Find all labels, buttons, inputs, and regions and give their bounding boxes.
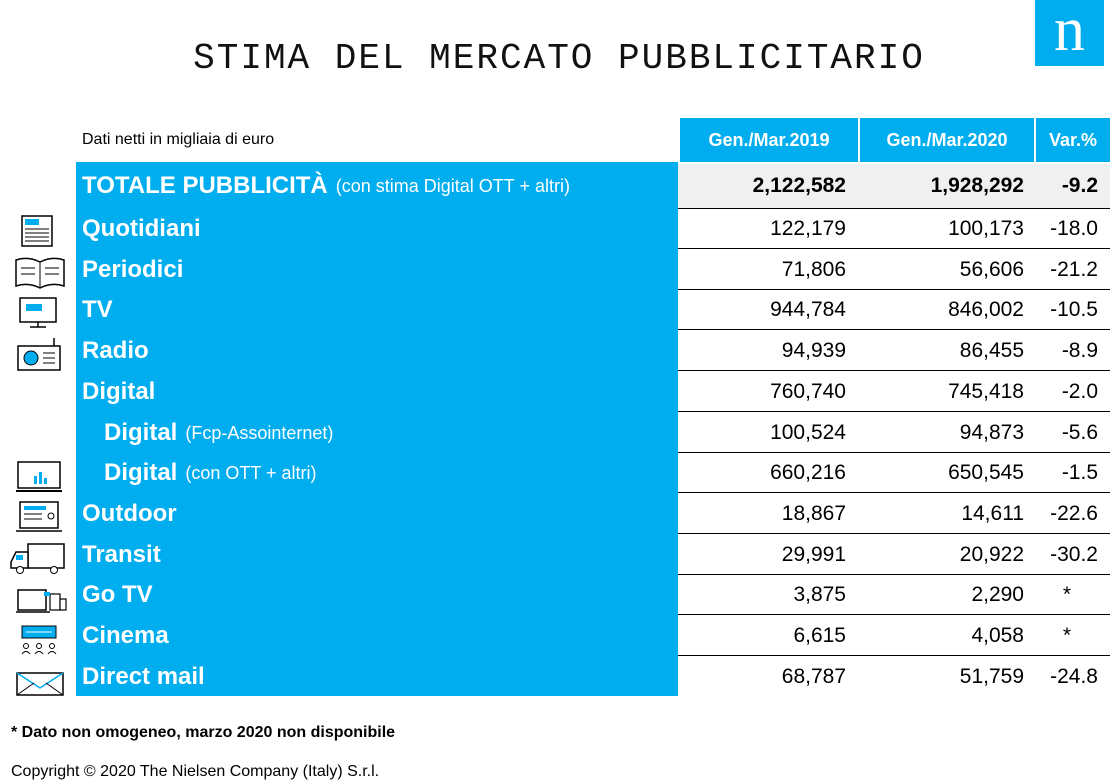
- envelope-icon: [14, 670, 66, 698]
- value-2019: 29,991: [781, 543, 846, 566]
- row-note: (Fcp-Assointernet): [185, 422, 334, 443]
- table-row: [0, 494, 1118, 534]
- total-var: -9.2: [1061, 174, 1098, 197]
- value-var: -5.6: [1061, 421, 1098, 444]
- truck-icon: [8, 540, 66, 576]
- row-label: Periodici: [82, 256, 184, 283]
- tv-icon: [14, 296, 62, 330]
- value-2019: 122,179: [770, 217, 846, 240]
- row-label: Digital: [82, 378, 156, 405]
- total-2020: 1,928,292: [930, 174, 1024, 197]
- table-row: [0, 209, 1118, 249]
- value-var: -1.5: [1061, 461, 1098, 484]
- value-2019: 6,615: [793, 624, 846, 647]
- value-2019: 760,740: [770, 380, 846, 403]
- value-2020: 86,455: [959, 339, 1024, 362]
- row-note: (con OTT + altri): [185, 462, 317, 483]
- row-label: Quotidiani: [82, 215, 201, 242]
- value-2019: 660,216: [770, 461, 846, 484]
- footnote: * Dato non omogeneo, marzo 2020 non disponibile: [11, 724, 396, 741]
- value-var: -22.6: [1050, 502, 1098, 525]
- devices-icon: [14, 582, 68, 616]
- table-row: [0, 372, 1118, 412]
- value-2020: 4,058: [971, 624, 1024, 647]
- value-2020: 2,290: [971, 583, 1024, 606]
- table-row: [0, 575, 1118, 615]
- nielsen-logo: n: [1035, 0, 1104, 66]
- value-var: -24.8: [1050, 665, 1098, 688]
- value-2019: 68,787: [781, 665, 846, 688]
- magazine-icon: [14, 256, 66, 290]
- newspaper-icon: [14, 214, 60, 248]
- row-label: Transit: [82, 541, 161, 568]
- row-label: Cinema: [82, 622, 169, 649]
- monitor-chart-icon: [14, 460, 64, 494]
- value-2020: 650,545: [948, 461, 1024, 484]
- page-title: STIMA DEL MERCATO PUBBLICITARIO: [193, 38, 925, 79]
- header-var: Var.%: [1036, 118, 1110, 162]
- value-2020: 14,611: [961, 502, 1024, 525]
- row-label: TV: [82, 296, 113, 323]
- value-2020: 100,173: [948, 217, 1024, 240]
- copyright: Copyright © 2020 The Nielsen Company (Italy) S.r.l.: [11, 763, 380, 780]
- row-label: Digital: [104, 419, 178, 446]
- table-row: [0, 657, 1118, 697]
- value-2019: 3,875: [793, 583, 846, 606]
- table-row: [0, 413, 1118, 453]
- value-2019: 71,806: [781, 258, 846, 281]
- value-2019: 18,867: [781, 502, 846, 525]
- row-label: Radio: [82, 337, 149, 364]
- header-2020: Gen./Mar.2020: [860, 118, 1034, 162]
- value-2020: 51,759: [959, 665, 1024, 688]
- value-2020: 745,418: [948, 380, 1024, 403]
- value-2019: 94,939: [781, 339, 846, 362]
- value-var: -30.2: [1050, 543, 1098, 566]
- billboard-icon: [14, 500, 64, 534]
- total-2019: 2,122,582: [752, 174, 846, 197]
- table-row: [0, 453, 1118, 493]
- unit-note: Dati netti in migliaia di euro: [82, 131, 275, 148]
- value-var: -2.0: [1061, 380, 1098, 403]
- row-label: Go TV: [82, 581, 153, 608]
- row-label: Digital: [104, 459, 178, 486]
- row-label: Outdoor: [82, 500, 177, 527]
- value-var: -21.2: [1050, 258, 1098, 281]
- value-var: *: [1062, 624, 1072, 647]
- table-row: [0, 535, 1118, 575]
- value-2020: 846,002: [948, 298, 1024, 321]
- value-var: -8.9: [1061, 339, 1098, 362]
- value-2020: 94,873: [959, 421, 1024, 444]
- total-label: TOTALE PUBBLICITÀ: [82, 172, 328, 199]
- row-label: Direct mail: [82, 663, 205, 690]
- total-note: (con stima Digital OTT + altri): [335, 175, 570, 196]
- value-2020: 56,606: [959, 258, 1024, 281]
- header-2019: Gen./Mar.2019: [680, 118, 858, 162]
- value-2019: 100,524: [770, 421, 846, 444]
- total-row: [0, 164, 1118, 208]
- table-row: [0, 331, 1118, 371]
- table-row: [0, 616, 1118, 656]
- value-var: -18.0: [1050, 217, 1098, 240]
- cinema-icon: [14, 624, 64, 658]
- radio-icon: [14, 336, 64, 372]
- value-var: -10.5: [1050, 298, 1098, 321]
- value-var: *: [1062, 583, 1072, 606]
- value-2019: 944,784: [770, 298, 846, 321]
- value-2020: 20,922: [959, 543, 1024, 566]
- table-row: [0, 290, 1118, 330]
- table-row: [0, 250, 1118, 290]
